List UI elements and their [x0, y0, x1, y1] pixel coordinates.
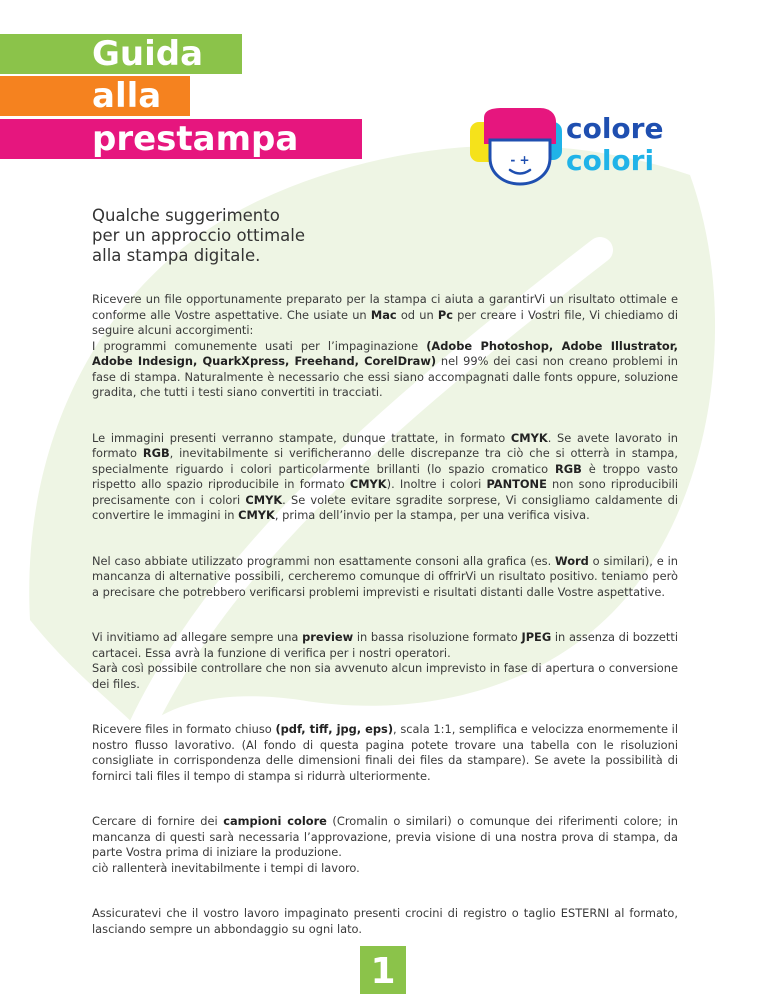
body-paragraph — [92, 431, 678, 524]
paragraph-text: o similari), e in mancanza di alternative possibili, cercheremo comunque di offrirVi un risultato positivo. teniamo però a precisare che potrebbero verificarsi problemi imprevisti e risultati distanti dalle Vostre aspettative. — [92, 553, 678, 599]
subtitle-line-3: alla stampa digitale. — [92, 246, 261, 265]
emphasis-text: CMYK — [510, 430, 548, 445]
paragraph-text: Ricevere files in formato chiuso — [92, 722, 276, 736]
paragraph-text: . Se avete lavorato in formato — [92, 430, 678, 460]
body-text — [92, 292, 678, 967]
paragraph-text: od un — [396, 307, 438, 322]
body-paragraph — [92, 554, 678, 601]
paragraph-text: ). Inoltre i colori — [386, 477, 487, 491]
body-paragraph — [92, 292, 678, 401]
emphasis-text: campioni colore — [223, 814, 327, 828]
emphasis-text: CMYK — [238, 508, 275, 522]
paragraph-text: , prima dell’invio per la stampa, per una verifica visiva. — [274, 508, 590, 522]
emphasis-text: preview — [302, 630, 354, 644]
paragraph-text: Sarà così possibile controllare che non sia avvenuto alcun imprevisto in fase di apertura o conversione dei files. — [92, 661, 678, 691]
paragraph-text: non sono riproducibili precisamente con i colori — [92, 477, 679, 507]
title-line-1: Guida — [92, 34, 204, 74]
paragraph-text: . Se volete evitare sgradite sorprese, Vi consigliamo caldamente di convertire le immagini in — [92, 492, 678, 522]
emphasis-text: PANTONE — [486, 477, 547, 491]
body-paragraph — [92, 722, 678, 784]
emphasis-text: RGB — [555, 461, 582, 476]
paragraph-text: Vi invitiamo ad allegare sempre una — [92, 630, 303, 644]
emphasis-text: CMYK — [245, 492, 283, 507]
body-paragraph — [92, 630, 678, 692]
emphasis-text: (pdf, tiff, jpg, eps) — [275, 722, 394, 736]
paragraph-text: Le immagini presenti verranno stampate, dunque trattate, in formato — [92, 430, 511, 445]
subtitle-line-2: per un approccio ottimale — [92, 226, 305, 245]
logo-word-colori: colori — [566, 144, 655, 177]
emphasis-text: Mac — [370, 307, 397, 322]
logo-word-colore: colore — [566, 112, 664, 145]
paragraph-text: per creare i Vostri file, Vi chiediamo di seguire alcuni accorgimenti: — [92, 307, 678, 337]
body-paragraph — [92, 906, 678, 937]
paragraph-text: Cercare di fornire dei — [92, 814, 224, 828]
colore-colori-logo — [470, 108, 682, 190]
paragraph-text: in bassa risoluzione formato — [353, 630, 522, 644]
subtitle — [92, 206, 392, 266]
emphasis-text: Pc — [437, 307, 453, 322]
page-number: 1 — [360, 946, 406, 994]
title-line-2: alla — [92, 76, 162, 116]
emphasis-text: JPEG — [521, 630, 552, 644]
emphasis-text: Word — [555, 553, 589, 568]
title-band-green — [0, 34, 242, 74]
paragraph-text: I programmi comunemente usati per l’impaginazione — [92, 338, 427, 353]
paragraph-text: Nel caso abbiate utilizzato programmi non esattamente consoni alla grafica (es. — [92, 553, 556, 568]
emphasis-text: CMYK — [349, 477, 387, 491]
title-line-3: prestampa — [92, 119, 299, 159]
paragraph-text: ciò rallenterà inevitabilmente i tempi di lavoro. — [92, 860, 360, 875]
paragraph-text: , scala 1:1, semplifica e velocizza enormemente il nostro flusso lavorativo. (Al fondo di questa pagina potete trovare una tabella con le risoluzioni consigliate in corrispondenza delle dimensioni finali dei files da stampare). Se avete la possibilità di fornirci tali files il tempo di stampa si ridurrà ulteriormente. — [92, 722, 678, 783]
paragraph-text: Ricevere un file opportunamente preparato per la stampa ci aiuta a garantirVi un risultato ottimale e conforme alle Vostre aspettative. Che usiate un — [92, 292, 678, 322]
body-paragraph — [92, 814, 678, 876]
emphasis-text: (Adobe Photoshop, Adobe Illustrator, Adobe Indesign, QuarkXpress, Freehand, CorelDraw) — [92, 338, 678, 368]
paragraph-text: nel 99% dei casi non creano problemi in fase di stampa. Naturalmente è necessario che essi siano accompagnati dalle fonts oppure, soluzione gradita, che tutti i testi siano convertiti in tracciati. — [92, 354, 678, 399]
subtitle-line-1: Qualche suggerimento — [92, 206, 280, 225]
title-band-magenta — [0, 119, 362, 159]
paragraph-text: in assenza di bozzetti cartacei. Essa avrà la funzione di verifica per i nostri operatori. — [92, 630, 678, 660]
title-band-orange — [0, 76, 190, 116]
logo-face-icon — [470, 108, 566, 190]
paragraph-text: (Cromalin o similari) o comunque dei riferimenti colore; in mancanza di questi sarà necessaria l’approvazione, previa visione di una nostra prova di stampa, da parte Vostra prima di iniziare la produzione. — [92, 814, 678, 859]
emphasis-text: RGB — [142, 446, 170, 460]
paragraph-text: Assicuratevi che il vostro lavoro impaginato presenti crocini di registro o taglio ESTERNI al formato, lasciando sempre un abbondaggio su ogni lato. — [92, 906, 678, 936]
logo-face-text: - + — [510, 153, 530, 167]
paragraph-text: , inevitabilmente si verificheranno delle discrepanze tra ciò che si otterrà in stampa, specialmente riguardo i colori particolarmente brillanti (lo spazio cromatico — [92, 446, 678, 476]
paragraph-text: è troppo vasto rispetto allo spazio riproducibile in formato — [92, 461, 679, 491]
